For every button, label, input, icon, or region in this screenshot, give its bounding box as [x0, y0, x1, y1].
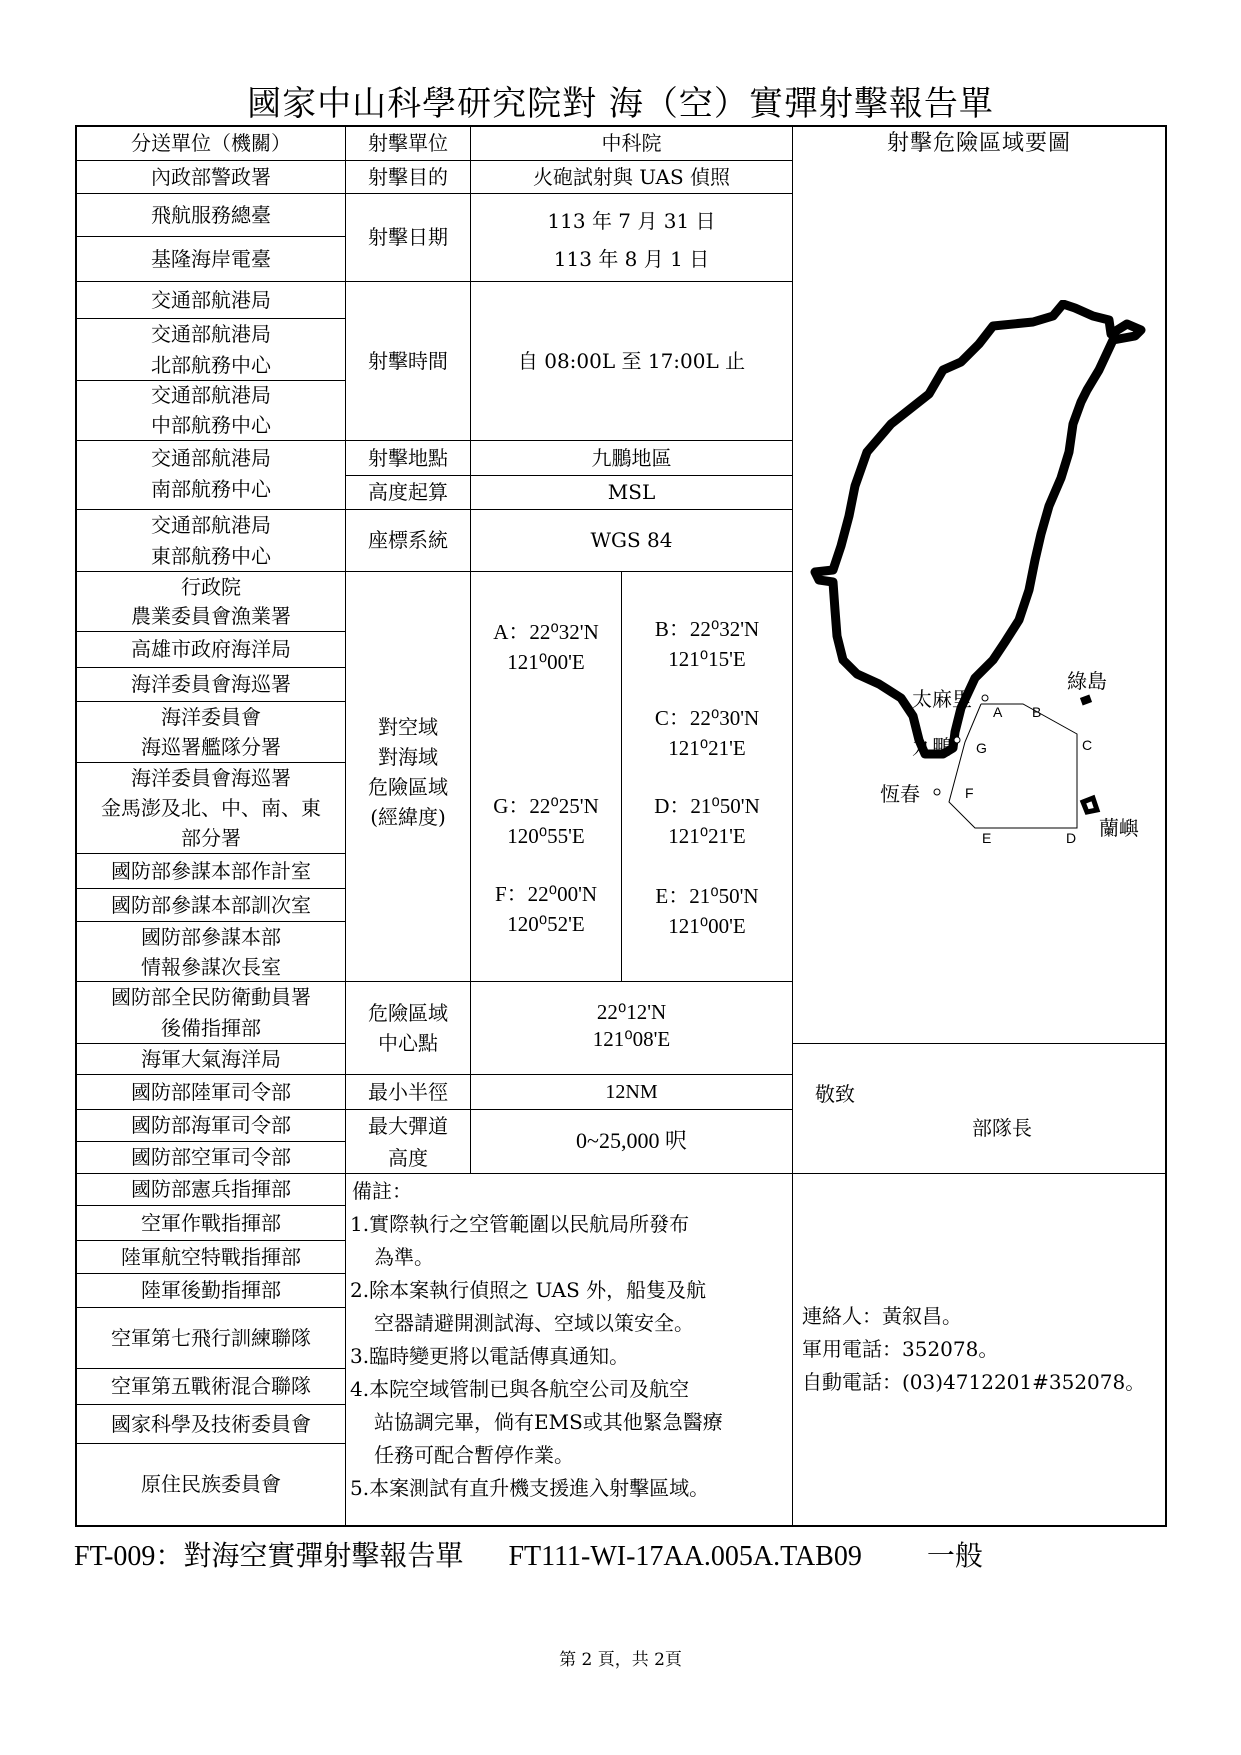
date-value-2: 113 年 8 月 1 日 — [553, 247, 710, 271]
list-item: 交通部航港局 — [151, 383, 271, 407]
note-line: 站協調完畢，倘有EMS或其他緊急醫療 — [374, 1410, 723, 1434]
recipients-header: 分送單位（機關） — [131, 130, 291, 155]
list-item: 飛航服務總臺 — [151, 202, 271, 227]
point-d-lat: D：21⁰50'N — [654, 794, 760, 818]
footer-code: FT111-WI-17AA.005A.TAB09 — [508, 1541, 862, 1572]
danger-area-map — [793, 300, 1165, 860]
footer-class: 一般 — [926, 1541, 983, 1572]
list-item: 情報參謀次長室 — [141, 954, 281, 979]
contact-block — [802, 1300, 1145, 1399]
list-item: 海洋委員會 — [161, 705, 261, 729]
list-item: 行政院 — [181, 574, 241, 599]
jiupeng-marker — [954, 737, 960, 743]
list-item: 交通部航港局 — [151, 321, 271, 346]
form-footer — [74, 1534, 983, 1574]
list-item: 後備指揮部 — [161, 1015, 261, 1040]
point-e-lon: 121⁰00'E — [668, 914, 746, 938]
list-item: 基隆海岸電臺 — [151, 246, 271, 271]
note-line: 任務可配合暫停作業。 — [374, 1443, 574, 1467]
list-item: 國家科學及技術委員會 — [111, 1411, 311, 1436]
notes-header: 備註： — [352, 1179, 412, 1203]
list-item: 國防部海軍司令部 — [131, 1113, 291, 1137]
map-point-c: C — [1082, 737, 1093, 753]
coord-label: 座標系統 — [368, 528, 448, 552]
point-c-lon: 121⁰21'E — [668, 736, 746, 760]
map-point-e: E — [982, 830, 992, 846]
list-item: 國防部憲兵指揮部 — [131, 1177, 291, 1201]
list-item: 內政部警政署 — [151, 164, 271, 189]
list-item: 國防部參謀本部作計室 — [111, 858, 311, 883]
unit-value: 中科院 — [601, 130, 662, 155]
map-point-a: A — [993, 704, 1003, 720]
map-label-taimali: 太麻里 — [912, 687, 972, 711]
list-item: 海軍大氣海洋局 — [141, 1046, 281, 1071]
location-value: 九鵬地區 — [591, 445, 672, 470]
center-value-lat: 22⁰12'N — [596, 1000, 667, 1024]
note-line: 1.實際執行之空管範圍以民航局所發布 — [350, 1212, 690, 1236]
list-item: 國防部參謀本部訓次室 — [111, 892, 311, 917]
altitude-label: 高度起算 — [368, 480, 448, 504]
list-item: 金馬澎及北、中、南、東 — [101, 796, 321, 820]
point-d-lon: 121⁰21'E — [668, 824, 746, 848]
contact-military-phone: 軍用電話：352078。 — [802, 1337, 999, 1361]
danger-label-2: 對海域 — [378, 745, 438, 769]
list-item: 部分署 — [181, 826, 241, 850]
unit-label: 射擊單位 — [368, 130, 448, 155]
map-label-orchid-island: 蘭嶼 — [1099, 816, 1139, 840]
purpose-value: 火砲試射與 UAS 偵照 — [532, 164, 731, 189]
orchid-island-marker — [1083, 798, 1097, 812]
list-item: 交通部航港局 — [151, 513, 271, 537]
map-label-green-island: 綠島 — [1067, 669, 1107, 693]
coord-value: WGS 84 — [590, 528, 673, 552]
contact-auto-phone: 自動電話：(03)4712201#352078。 — [802, 1370, 1146, 1394]
list-item: 交通部航港局 — [151, 287, 271, 312]
right-row-line — [792, 1043, 1165, 1044]
point-g-lon: 120⁰55'E — [507, 824, 585, 848]
respect-line-1: 敬致 — [815, 1082, 855, 1106]
hengchun-marker — [934, 789, 940, 795]
list-item: 南部航務中心 — [151, 477, 271, 501]
point-a-lon: 121⁰00'E — [507, 650, 585, 674]
note-line: 為準。 — [374, 1245, 434, 1269]
list-item: 東部航務中心 — [151, 543, 271, 568]
point-e-lat: E：21⁰50'N — [655, 884, 759, 908]
point-a-lat: A：22⁰32'N — [493, 620, 599, 644]
list-item: 北部航務中心 — [151, 352, 271, 377]
danger-label-3: 危險區域 — [368, 775, 448, 799]
row-line — [75, 440, 345, 441]
height-label-2: 高度 — [388, 1145, 428, 1170]
taimali-marker — [982, 695, 988, 701]
list-item: 空軍第七飛行訓練聯隊 — [111, 1325, 311, 1350]
point-c-lat: C：22⁰30'N — [654, 706, 760, 730]
list-item: 空軍作戰指揮部 — [141, 1210, 281, 1235]
center-label-1: 危險區域 — [368, 1001, 448, 1025]
contact-person: 連絡人：黃叙昌。 — [802, 1304, 962, 1328]
list-item: 國防部空軍司令部 — [131, 1145, 291, 1169]
footer-form-name: FT-009：對海空實彈射擊報告單 — [74, 1541, 464, 1572]
map-point-d: D — [1066, 830, 1077, 846]
center-value-lon: 121⁰08'E — [592, 1027, 671, 1051]
time-label: 射擊時間 — [368, 348, 448, 373]
list-item: 國防部全民防衛動員署 — [111, 985, 311, 1009]
point-f-lat: F：22⁰00'N — [494, 882, 598, 906]
list-item: 國防部陸軍司令部 — [131, 1079, 291, 1104]
mid-row-line — [345, 571, 792, 572]
green-island-marker — [1080, 695, 1092, 706]
list-item: 交通部航港局 — [151, 446, 271, 470]
center-label-2: 中心點 — [378, 1031, 438, 1055]
date-value-1: 113 年 7 月 31 日 — [547, 209, 716, 233]
radius-label: 最小半徑 — [368, 1079, 448, 1104]
map-label-hengchun: 恆春 — [880, 782, 920, 806]
date-label: 射擊日期 — [368, 225, 448, 249]
altitude-value: MSL — [607, 480, 656, 504]
note-line: 4.本院空域管制已與各航空公司及航空 — [350, 1377, 690, 1401]
list-item: 陸軍航空特戰指揮部 — [121, 1244, 301, 1269]
note-line: 2.除本案執行偵照之 UAS 外，船隻及航 — [350, 1278, 707, 1302]
table-border-right — [1165, 125, 1167, 1527]
list-item: 農業委員會漁業署 — [131, 604, 291, 628]
mid-row-line — [345, 981, 792, 982]
radius-value: 12NM — [605, 1080, 658, 1103]
note-line: 3.臨時變更將以電話傳真通知。 — [350, 1344, 630, 1368]
note-line: 5.本案測試有直升機支援進入射擊區域。 — [350, 1476, 710, 1500]
list-item: 海巡署艦隊分署 — [141, 735, 281, 759]
list-item: 空軍第五戰術混合聯隊 — [111, 1374, 311, 1398]
point-b-lon: 121⁰15'E — [668, 647, 746, 671]
list-item: 國防部參謀本部 — [141, 925, 281, 949]
note-line: 空器請避開測試海、空域以策安全。 — [374, 1311, 694, 1335]
danger-area-polygon — [949, 704, 1077, 828]
location-label: 射擊地點 — [368, 445, 448, 470]
height-value: 0~25,000 呎 — [576, 1128, 687, 1153]
purpose-label: 射擊目的 — [368, 164, 448, 189]
point-b-lat: B：22⁰32'N — [654, 617, 760, 641]
map-point-f: F — [965, 785, 974, 801]
point-f-lon: 120⁰52'E — [507, 912, 585, 936]
list-item: 陸軍後勤指揮部 — [141, 1278, 281, 1302]
height-label-1: 最大彈道 — [368, 1114, 448, 1138]
list-item: 海洋委員會海巡署 — [131, 672, 291, 696]
list-item: 原住民族委員會 — [141, 1472, 281, 1496]
point-g-lat: G：22⁰25'N — [493, 794, 599, 818]
notes-block — [350, 1175, 800, 1505]
list-item: 中部航務中心 — [151, 413, 271, 437]
danger-label-1: 對空域 — [378, 715, 438, 739]
map-point-b: B — [1032, 704, 1042, 720]
page-number: 第 2 頁，共 2頁 — [559, 1650, 682, 1670]
list-item: 海洋委員會海巡署 — [131, 766, 291, 790]
time-value: 自 08:00L 至 17:00L 止 — [517, 348, 746, 373]
page-title: 國家中山科學研究院對 海（空）實彈射擊報告單 — [247, 84, 994, 124]
list-item: 高雄市政府海洋局 — [131, 637, 291, 661]
danger-label-4: (經緯度) — [370, 805, 446, 829]
respect-line-2: 部隊長 — [972, 1116, 1032, 1140]
map-title: 射擊危險區域要圖 — [886, 131, 1071, 156]
table-border-bottom — [75, 1525, 1167, 1527]
map-label-jiupeng: 九鵬 — [912, 735, 952, 759]
map-point-g: G — [976, 740, 987, 756]
